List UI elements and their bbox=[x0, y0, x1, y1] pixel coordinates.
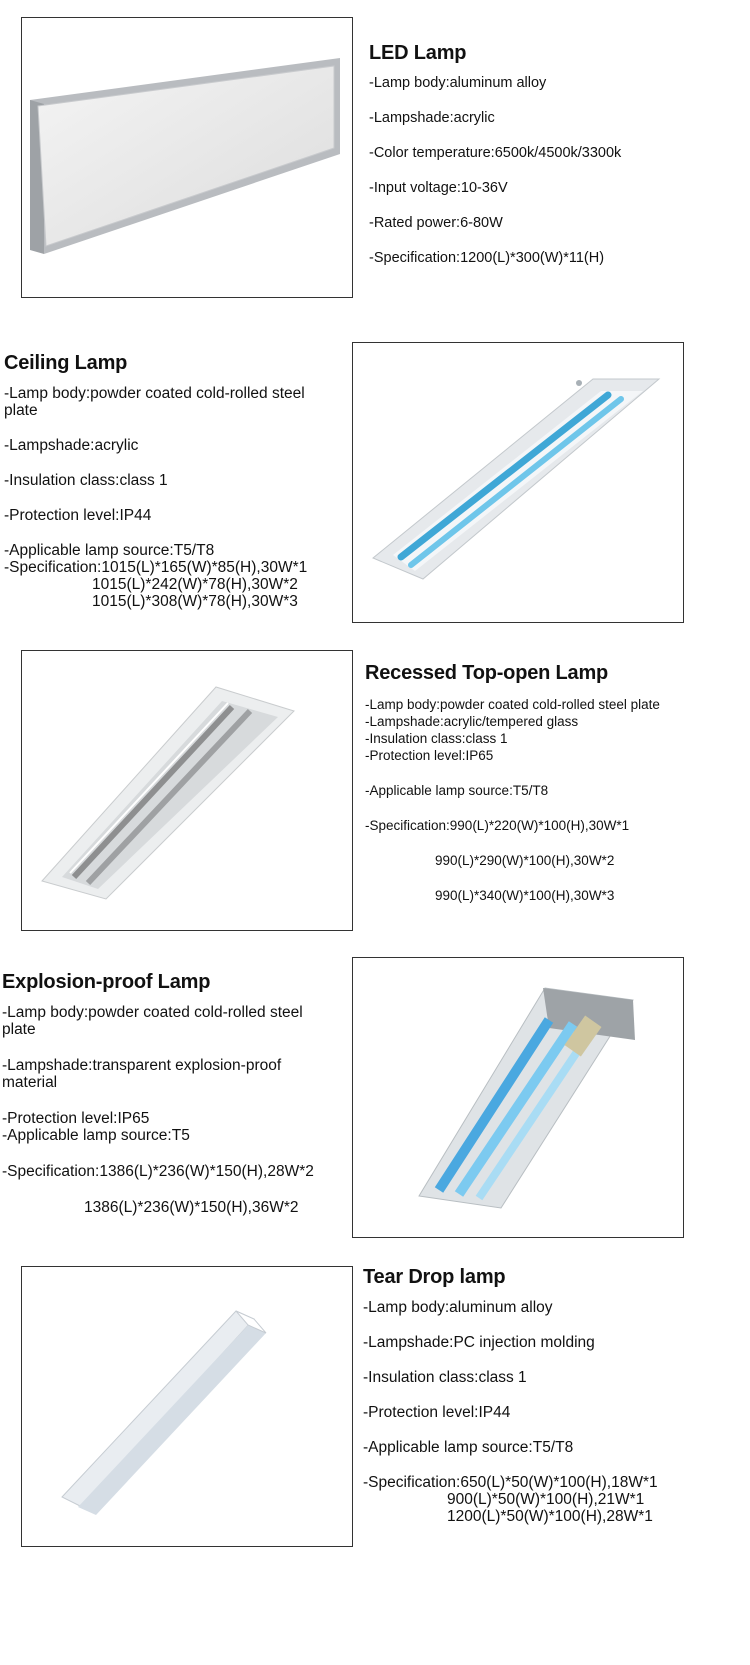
spec-line: 1386(L)*236(W)*150(H),36W*2 bbox=[84, 1199, 299, 1216]
ceiling-tube-lamp-icon bbox=[353, 343, 684, 623]
spec-line: plate bbox=[2, 1021, 36, 1038]
spec-line: -Specification:1015(L)*165(W)*85(H),30W*1 bbox=[4, 559, 308, 576]
recessed-lamp-icon bbox=[22, 651, 353, 931]
spec-line: -Protection level:IP44 bbox=[4, 507, 152, 524]
led-lamp-title: LED Lamp bbox=[369, 42, 467, 64]
spec-line: -Color temperature:6500k/4500k/3300k bbox=[369, 145, 622, 161]
spec-line: -Lamp body:aluminum alloy bbox=[363, 1299, 553, 1316]
spec-line: material bbox=[2, 1074, 58, 1091]
spec-line: 1015(L)*242(W)*78(H),30W*2 bbox=[92, 576, 298, 593]
explosion-proof-lamp-image-frame bbox=[352, 957, 684, 1238]
recessed-lamp-title: Recessed Top-open Lamp bbox=[365, 662, 609, 684]
spec-line: -Protection level:IP44 bbox=[363, 1404, 511, 1421]
tear-drop-lamp-text bbox=[363, 1266, 745, 1525]
spec-line: 990(L)*340(W)*100(H),30W*3 bbox=[435, 888, 615, 903]
spec-line: -Protection level:IP65 bbox=[365, 748, 494, 763]
spec-line: -Insulation class:class 1 bbox=[4, 472, 168, 489]
explosion-proof-lamp-text bbox=[2, 971, 357, 1216]
spec-line: 1200(L)*50(W)*100(H),28W*1 bbox=[447, 1508, 653, 1525]
spec-line: -Lamp body:powder coated cold-rolled steel plate bbox=[365, 697, 660, 712]
spec-line: -Specification:1386(L)*236(W)*150(H),28W*2 bbox=[2, 1163, 314, 1180]
ceiling-lamp-text bbox=[4, 352, 349, 610]
spec-line: -Specification:1200(L)*300(W)*11(H) bbox=[369, 250, 605, 266]
tear-drop-lamp-icon bbox=[22, 1267, 353, 1547]
spec-line: -Insulation class:class 1 bbox=[363, 1369, 527, 1386]
spec-line: -Lamp body:powder coated cold-rolled steel bbox=[4, 385, 305, 402]
spec-line: -Specification:990(L)*220(W)*100(H),30W*1 bbox=[365, 818, 630, 833]
tear-drop-lamp-image-frame bbox=[21, 1266, 353, 1547]
spec-line: -Lamp body:powder coated cold-rolled steel bbox=[2, 1004, 303, 1021]
spec-line: -Applicable lamp source:T5/T8 bbox=[4, 542, 215, 559]
spec-line: -Insulation class:class 1 bbox=[365, 731, 508, 746]
spec-line: 900(L)*50(W)*100(H),21W*1 bbox=[447, 1491, 645, 1508]
recessed-lamp-text bbox=[365, 662, 745, 905]
spec-line: -Lampshade:acrylic bbox=[4, 437, 139, 454]
spec-line: -Rated power:6-80W bbox=[369, 215, 503, 231]
spec-line: -Applicable lamp source:T5 bbox=[2, 1127, 190, 1144]
led-panel-lamp-icon bbox=[22, 18, 353, 298]
spec-line: -Lampshade:PC injection molding bbox=[363, 1334, 595, 1351]
led-lamp-image-frame bbox=[21, 17, 353, 298]
spec-line: -Protection level:IP65 bbox=[2, 1110, 150, 1127]
explosion-proof-lamp-icon bbox=[353, 958, 684, 1238]
spec-line: -Input voltage:10-36V bbox=[369, 180, 508, 196]
recessed-lamp-image-frame bbox=[21, 650, 353, 931]
spec-line: -Applicable lamp source:T5/T8 bbox=[363, 1439, 574, 1456]
led-lamp-text bbox=[369, 42, 739, 285]
spec-line: -Lamp body:aluminum alloy bbox=[369, 75, 547, 91]
spec-line: plate bbox=[4, 402, 38, 419]
spec-line: 990(L)*290(W)*100(H),30W*2 bbox=[435, 853, 615, 868]
ceiling-lamp-title: Ceiling Lamp bbox=[4, 352, 128, 374]
spec-line: -Lampshade:acrylic/tempered glass bbox=[365, 714, 579, 729]
spec-line: -Applicable lamp source:T5/T8 bbox=[365, 783, 549, 798]
spec-line: -Specification:650(L)*50(W)*100(H),18W*1 bbox=[363, 1474, 658, 1491]
explosion-proof-lamp-title: Explosion-proof Lamp bbox=[2, 971, 211, 993]
ceiling-lamp-image-frame bbox=[352, 342, 684, 623]
spec-line: 1015(L)*308(W)*78(H),30W*3 bbox=[92, 593, 298, 610]
spec-line: -Lampshade:acrylic bbox=[369, 110, 495, 126]
spec-line: -Lampshade:transparent explosion-proof bbox=[2, 1057, 282, 1074]
tear-drop-lamp-title: Tear Drop lamp bbox=[363, 1266, 506, 1288]
